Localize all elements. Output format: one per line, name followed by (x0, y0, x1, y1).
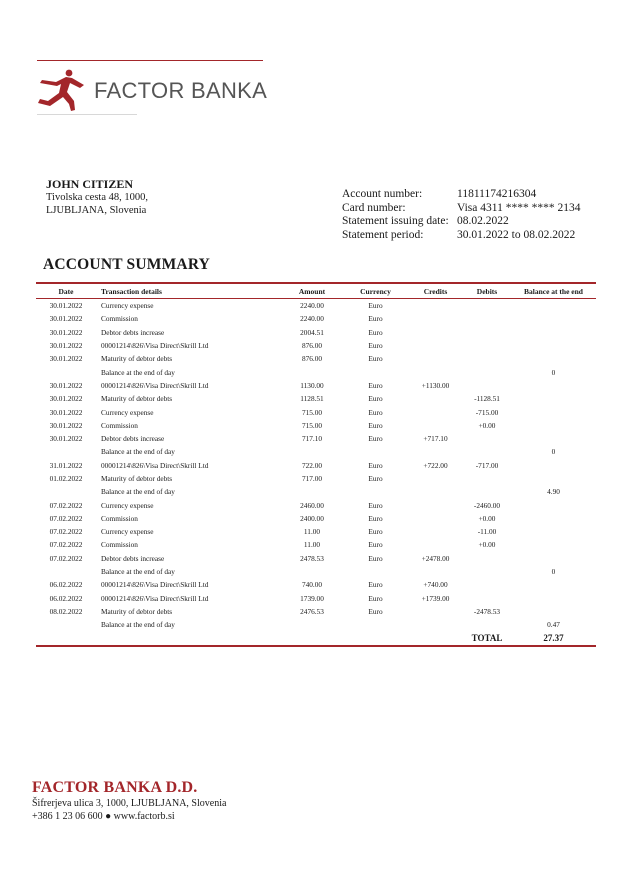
cell-currency: Euro (368, 341, 383, 351)
cell-details: Debtor debts increase (101, 327, 165, 337)
table-row (36, 352, 596, 365)
cell-details: Currency expense (101, 500, 154, 510)
header-balance: Balance at the end (524, 286, 583, 296)
table-header (36, 284, 596, 299)
header-debits: Debits (476, 286, 498, 296)
cell-details: 00001214\826\Visa Direct\Skrill Ltd (101, 341, 209, 351)
issue-date-label: Statement issuing date: (342, 215, 449, 227)
total-row (36, 631, 596, 645)
account-number-row (342, 188, 580, 202)
transactions-table (36, 282, 596, 647)
cell-credits: +722.00 (423, 460, 448, 470)
cell-debits: -2460.00 (473, 500, 501, 510)
cell-currency: Euro (368, 301, 383, 311)
table-row (36, 498, 596, 511)
cell-debits: +0.00 (478, 420, 496, 430)
cell-amount: 2476.53 (300, 606, 324, 616)
header-currency: Currency (360, 286, 391, 296)
issue-date-row (342, 215, 580, 229)
cell-balance: 0.47 (547, 620, 560, 630)
table-body (36, 299, 596, 631)
cell-date: 30.01.2022 (49, 341, 83, 351)
card-number-label: Card number: (342, 201, 406, 214)
cell-details: Maturity of debtor debts (101, 394, 173, 404)
cell-currency: Euro (368, 527, 383, 537)
card-number-value: Visa 4311 **** **** 2134 (457, 201, 581, 214)
cell-date: 30.01.2022 (49, 407, 83, 417)
cell-date: 07.02.2022 (49, 553, 83, 563)
cell-currency: Euro (368, 553, 383, 563)
cell-details: 00001214\826\Visa Direct\Skrill Ltd (101, 460, 209, 470)
cell-credits: +1130.00 (421, 380, 450, 390)
account-number-label: Account number: (342, 188, 423, 200)
statement-period-label: Statement period: (342, 228, 424, 241)
cell-amount: 876.00 (301, 354, 323, 364)
customer-name: JOHN CITIZEN (46, 177, 134, 191)
cell-details: Debtor debts increase (101, 553, 165, 563)
cell-debits: +0.00 (478, 540, 496, 550)
table-row (36, 312, 596, 325)
cell-credits: +1739.00 (421, 593, 450, 603)
table-row (36, 605, 596, 618)
logo-underline (37, 114, 137, 115)
total-value: 27.37 (543, 633, 564, 644)
total-label: TOTAL (471, 633, 503, 644)
table-row (36, 485, 596, 498)
footer-contact: +386 1 23 06 600 ● www.factorb.si (32, 811, 175, 822)
cell-amount: 740.00 (301, 580, 323, 590)
cell-details: 00001214\826\Visa Direct\Skrill Ltd (101, 580, 209, 590)
cell-balance: 0 (551, 567, 556, 577)
footer-company: FACTOR BANKA D.D. (32, 779, 198, 796)
table-row (36, 432, 596, 445)
table-row (36, 459, 596, 472)
cell-currency: Euro (368, 580, 383, 590)
cell-debits: -1128.51 (474, 394, 500, 404)
cell-currency: Euro (368, 314, 383, 324)
cell-date: 06.02.2022 (49, 593, 83, 603)
cell-credits: +717.10 (423, 434, 448, 444)
table-row (36, 538, 596, 551)
cell-amount: 717.10 (301, 434, 323, 444)
cell-details: Commission (101, 420, 138, 430)
statement-period-row (342, 229, 580, 243)
cell-currency: Euro (368, 380, 383, 390)
table-row (36, 405, 596, 418)
cell-details: Currency expense (101, 527, 154, 537)
cell-currency: Euro (368, 420, 383, 430)
cell-date: 07.02.2022 (49, 500, 83, 510)
cell-credits: +2478.00 (421, 553, 450, 563)
cell-debits: -715.00 (475, 407, 499, 417)
cell-amount: 11.00 (303, 540, 321, 550)
cell-date: 08.02.2022 (49, 606, 83, 616)
issue-date-value: 08.02.2022 (457, 215, 509, 227)
table-row (36, 525, 596, 538)
cell-date: 30.01.2022 (49, 314, 83, 324)
header-credits: Credits (423, 286, 448, 296)
cell-currency: Euro (368, 407, 383, 417)
cell-amount: 2460.00 (300, 500, 324, 510)
table-row (36, 592, 596, 605)
table-row (36, 326, 596, 339)
cell-date: 30.01.2022 (49, 420, 83, 430)
cell-date: 06.02.2022 (49, 580, 83, 590)
account-number-value: 11811174216304 (457, 188, 537, 200)
statement-period-value: 30.01.2022 to 08.02.2022 (457, 228, 576, 241)
cell-currency: Euro (368, 460, 383, 470)
cell-amount: 722.00 (301, 460, 323, 470)
cell-balance: 0 (551, 367, 556, 377)
cell-amount: 715.00 (301, 407, 323, 417)
cell-details: 00001214\826\Visa Direct\Skrill Ltd (101, 380, 209, 390)
cell-date: 30.01.2022 (49, 394, 83, 404)
cell-currency: Euro (368, 434, 383, 444)
cell-amount: 2478.53 (300, 553, 324, 563)
cell-details: Debtor debts increase (101, 434, 165, 444)
cell-debits: -717.00 (475, 460, 499, 470)
table-row (36, 565, 596, 578)
cell-details: Balance at the end of day (101, 567, 175, 577)
cell-currency: Euro (368, 354, 383, 364)
cell-debits: +0.00 (478, 513, 496, 523)
customer-city: LJUBLJANA, Slovenia (46, 205, 147, 216)
table-row (36, 339, 596, 352)
cell-date: 30.01.2022 (49, 434, 83, 444)
table-row (36, 392, 596, 405)
cell-details: Maturity of debtor debts (101, 354, 173, 364)
header-amount: Amount (298, 286, 326, 296)
cell-amount: 1130.00 (300, 380, 324, 390)
header-details: Transaction details (101, 286, 162, 296)
cell-date: 07.02.2022 (49, 527, 83, 537)
header-rule (37, 60, 263, 61)
cell-amount: 11.00 (303, 527, 321, 537)
table-bottom-rule (36, 645, 596, 647)
header-date: Date (58, 286, 74, 296)
table-row (36, 299, 596, 312)
cell-currency: Euro (368, 474, 383, 483)
cell-amount: 715.00 (301, 420, 323, 430)
customer-block (46, 178, 148, 217)
table-row (36, 578, 596, 591)
table-row (36, 552, 596, 565)
cell-date: 30.01.2022 (49, 380, 83, 390)
cell-amount: 2240.00 (300, 314, 324, 324)
table-row (36, 379, 596, 392)
cell-details: Commission (101, 540, 138, 550)
footer (32, 779, 226, 823)
cell-date: 30.01.2022 (49, 327, 83, 337)
table-row (36, 472, 596, 485)
customer-street: Tivolska cesta 48, 1000, (46, 192, 148, 203)
cell-date: 30.01.2022 (49, 354, 83, 364)
cell-date: 30.01.2022 (49, 301, 83, 311)
cell-details: Maturity of debtor debts (101, 474, 173, 483)
cell-date: 07.02.2022 (49, 540, 83, 550)
cell-details: Balance at the end of day (101, 447, 175, 457)
cell-balance: 4.90 (547, 487, 560, 497)
cell-details: Balance at the end of day (101, 487, 175, 497)
cell-debits: -11.00 (477, 527, 497, 537)
cell-currency: Euro (368, 327, 383, 337)
footer-address: Šifrerjeva ulica 3, 1000, LJUBLJANA, Slovenia (32, 798, 227, 809)
running-figure-icon (36, 68, 88, 112)
cell-currency: Euro (368, 540, 383, 550)
cell-amount: 2400.00 (300, 513, 324, 523)
cell-details: Balance at the end of day (101, 620, 175, 630)
section-title: ACCOUNT SUMMARY (43, 256, 211, 273)
cell-details: Currency expense (101, 301, 154, 311)
cell-currency: Euro (368, 606, 383, 616)
cell-credits: +740.00 (423, 580, 448, 590)
cell-amount: 1128.51 (300, 394, 324, 404)
table-row (36, 445, 596, 458)
cell-amount: 2240.00 (300, 301, 324, 311)
cell-balance: 0 (551, 447, 556, 457)
cell-debits: -2478.53 (473, 606, 501, 616)
cell-details: 00001214\826\Visa Direct\Skrill Ltd (101, 593, 209, 603)
cell-details: Commission (101, 314, 138, 324)
cell-details: Currency expense (101, 407, 154, 417)
cell-date: 31.01.2022 (49, 460, 83, 470)
cell-details: Balance at the end of day (101, 367, 175, 377)
cell-amount: 876.00 (301, 341, 323, 351)
cell-currency: Euro (368, 513, 383, 523)
table-row (36, 512, 596, 525)
table-row (36, 419, 596, 432)
table-row (36, 365, 596, 378)
cell-currency: Euro (368, 500, 383, 510)
cell-date: 07.02.2022 (49, 513, 83, 523)
bank-logo (36, 68, 267, 112)
table-row (36, 618, 596, 631)
cell-date: 01.02.2022 (49, 474, 83, 483)
cell-amount: 2004.51 (300, 327, 324, 337)
account-details (342, 188, 580, 242)
cell-amount: 717.00 (301, 474, 323, 483)
cell-details: Maturity of debtor debts (101, 606, 173, 616)
cell-currency: Euro (368, 394, 383, 404)
cell-details: Commission (101, 513, 138, 523)
cell-amount: 1739.00 (300, 593, 324, 603)
logo-wordmark: FACTOR BANKA (94, 78, 268, 103)
card-number-row (342, 202, 580, 216)
cell-currency: Euro (368, 593, 383, 603)
